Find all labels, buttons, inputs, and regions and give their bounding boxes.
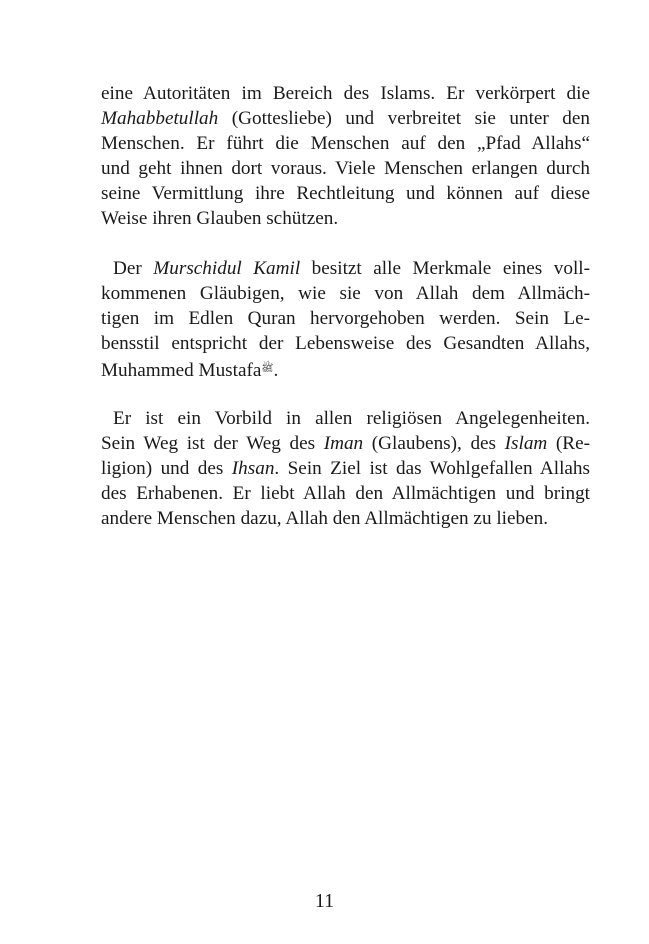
text-line: Menschen. Er führt die Menschen auf den „Pfad Allahs“ — [101, 133, 590, 154]
text-line: ligion) und des Ihsan. Sein Ziel ist das Wohlgefallen Allahs — [101, 458, 590, 479]
text-line: seine Vermittlung ihre Rechtleitung und können auf diese — [101, 183, 590, 204]
paragraph — [101, 406, 590, 531]
text-line: bensstil entspricht der Lebensweise des Gesandten Allahs, — [101, 333, 590, 354]
paragraph-spacer — [101, 381, 590, 406]
text-line: und geht ihnen dort voraus. Viele Menschen erlangen durch — [101, 158, 590, 179]
sallallahu-symbol: ﷺ — [261, 363, 274, 374]
paragraph — [101, 81, 590, 231]
text-line: Weise ihren Glauben schützen. — [101, 208, 339, 229]
text-line: Der Murschidul Kamil besitzt alle Merkmale eines voll- — [113, 258, 590, 279]
text-line: Sein Weg ist der Weg des Iman (Glaubens), des Islam (Re- — [101, 433, 590, 454]
paragraph-spacer — [101, 231, 590, 256]
text-line: kommenen Gläubigen, wie sie von Allah dem Allmäch- — [101, 283, 590, 304]
text-line: tigen im Edlen Quran hervorgehoben werden. Sein Le- — [101, 308, 590, 329]
text-line: Mahabbetullah (Gottesliebe) und verbreitet sie unter den — [101, 108, 590, 129]
text-line: eine Autoritäten im Bereich des Islams. Er verkörpert die — [101, 83, 590, 104]
paragraph — [101, 256, 590, 381]
body-text — [101, 81, 590, 531]
text-line: Muhammed Mustafa$^ﷺ$. — [101, 360, 279, 381]
text-line: andere Menschen dazu, Allah den Allmächtigen zu lieben. — [101, 508, 549, 529]
text-line: Er ist ein Vorbild in allen religiösen Angelegenheiten. — [113, 408, 590, 429]
text-line: des Erhabenen. Er liebt Allah den Allmächtigen und bringt — [101, 483, 590, 504]
page-number: 11 — [314, 890, 335, 912]
